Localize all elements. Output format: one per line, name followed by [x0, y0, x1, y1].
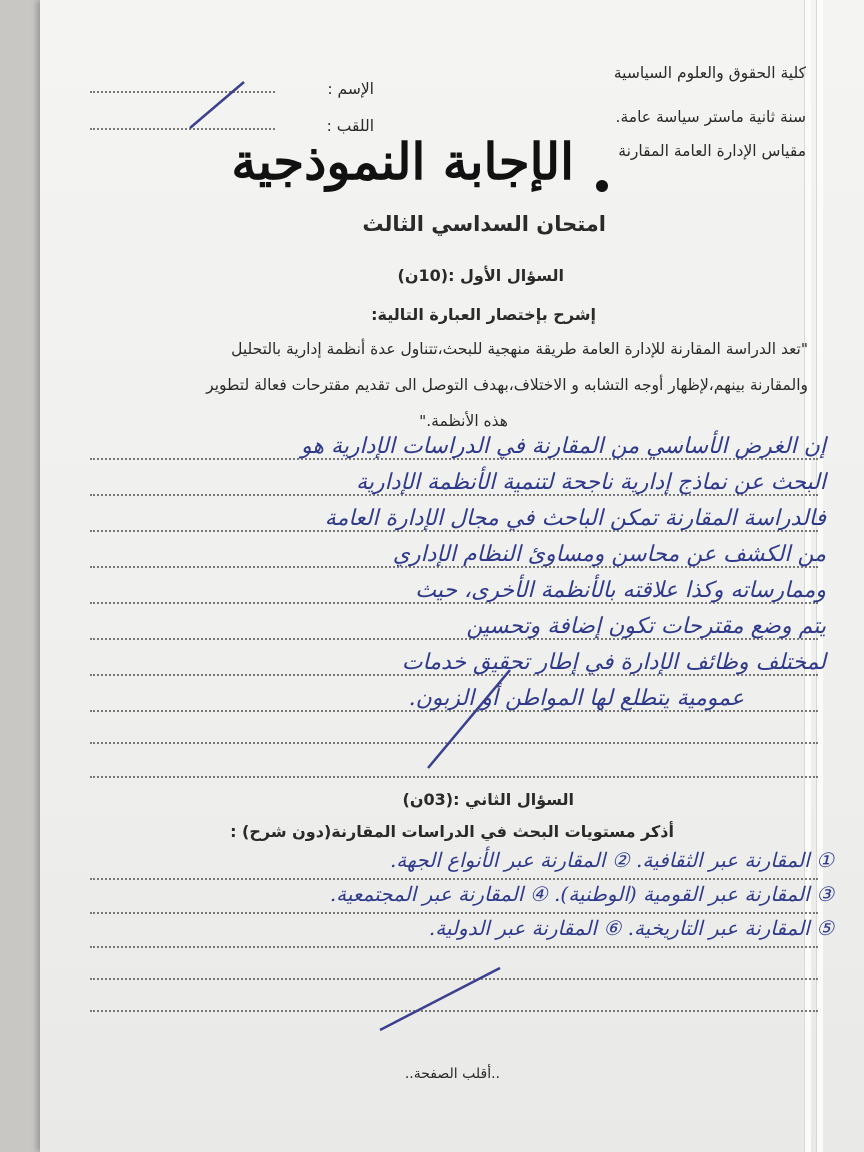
handwritten-answer-line: يتم وضع مقترحات تكون إضافة وتحسين [466, 614, 826, 639]
strike-line [190, 82, 244, 128]
strike-line [428, 670, 510, 768]
name-label: الإسم : [327, 80, 374, 98]
quote-line: هذه الأنظمة." [419, 412, 508, 430]
handwritten-answer-line: ③ المقارنة عبر القومية (الوطنية). ④ المقارنة عبر المجتمعية. [329, 882, 834, 906]
question-2-title: السؤال الثاني :(03ن) [402, 790, 574, 809]
student-year: سنة ثانية ماستر سياسة عامة. [615, 108, 806, 126]
question-1-title: السؤال الأول :(10ن) [397, 266, 564, 285]
question-1-instruction: إشرح بإختصار العبارة التالية: [371, 305, 596, 324]
handwritten-answer-line: فالدراسة المقارنة تمكن الباحث في مجال الإدارة العامة [324, 506, 826, 531]
handwritten-answer-line: إن الغرض الأساسي من المقارنة في الدراسات الإدارية هو [301, 434, 826, 459]
handwritten-answer-line: لمختلف وظائف الإدارة في إطار تحقيق خدمات [401, 650, 826, 675]
faculty-name: كلية الحقوق والعلوم السياسية [613, 64, 806, 82]
question-2-instruction: أذكر مستويات البحث في الدراسات المقارنة(دون شرح) : [230, 822, 674, 841]
quote-line: والمقارنة بينهم،لإظهار أوجه التشابه و الاختلاف،بهدف التوصل الى تقديم مقترحات فعالة لتطوير [206, 376, 808, 394]
handwritten-answer-line: من الكشف عن محاسن ومساوئ النظام الإداري [392, 542, 826, 567]
handwritten-answer-line: ⑤ المقارنة عبر التاريخية. ⑥ المقارنة عبر الدولية. [428, 916, 834, 940]
exam-title: امتحان السداسي الثالث [362, 212, 606, 236]
handwritten-answer-line: وممارساته وكذا علاقته بالأنظمة الأخرى، حيث [415, 578, 826, 603]
handwritten-answer-line: البحث عن نماذج إدارية ناجحة لتنمية الأنظمة الإدارية [356, 470, 826, 495]
handwritten-answer-line: عمومية يتطلع لها المواطن أو الزبون. [408, 686, 744, 711]
turn-page-note: ..أقلب الصفحة.. [404, 1066, 500, 1082]
strike-marks [40, 0, 864, 1152]
surname-label: اللقب : [326, 117, 374, 135]
handwritten-answer-line: ① المقارنة عبر الثقافية. ② المقارنة عبر الأنواع الجهة. [389, 848, 834, 872]
model-answer-stamp: الإجابة النموذجية [231, 132, 574, 191]
strike-line [380, 968, 500, 1030]
exam-sheet [40, 0, 864, 1152]
quote-line: "تعد الدراسة المقارنة للإدارة العامة طريقة منهجية للبحث،تتناول عدة أنظمة إدارية بالتحليل [231, 340, 808, 358]
course-name: مقياس الإدارة العامة المقارنة [618, 142, 806, 160]
